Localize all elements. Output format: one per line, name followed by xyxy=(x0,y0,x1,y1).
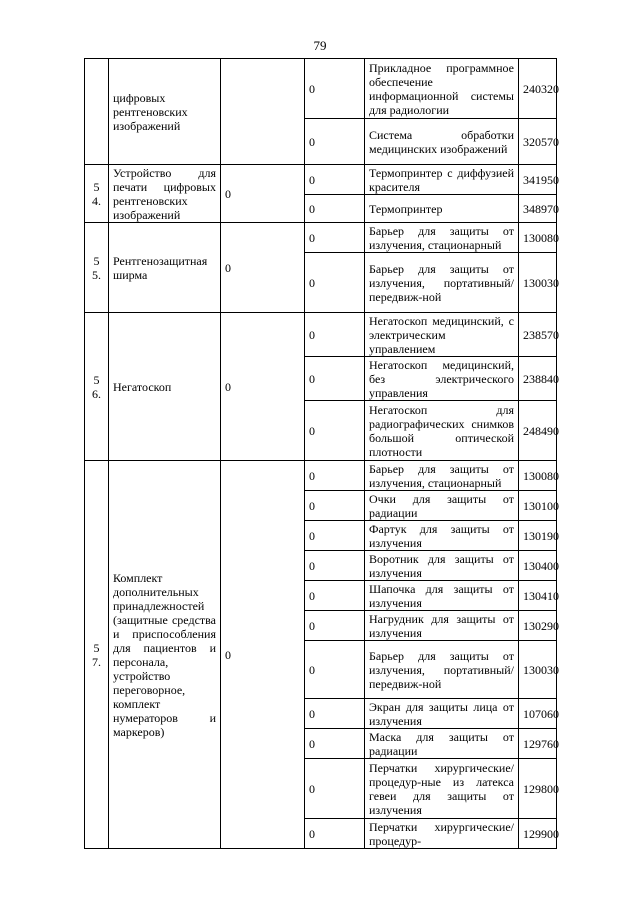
item-description: Барьер для защиты от излучения, портативный/передвиж-ной xyxy=(365,641,519,699)
row-number xyxy=(85,59,109,165)
item-quantity: 0 xyxy=(305,313,365,357)
equipment-name: Устройство для печати цифровых рентгеновских изображений xyxy=(109,165,221,223)
item-quantity: 0 xyxy=(305,819,365,849)
item-quantity: 0 xyxy=(305,699,365,729)
item-code: 129800 xyxy=(519,759,557,819)
item-description: Перчатки хирургические/процедур-ные из латекса гевеи для защиты от излучения xyxy=(365,759,519,819)
item-code: 238840 xyxy=(519,357,557,401)
item-code: 130030 xyxy=(519,253,557,313)
item-description: Очки для защиты от радиации xyxy=(365,491,519,521)
item-code: 130100 xyxy=(519,491,557,521)
table-row xyxy=(85,223,557,253)
item-code: 130080 xyxy=(519,223,557,253)
item-code: 348970 xyxy=(519,195,557,223)
quantity-cell: 0 xyxy=(221,461,305,849)
item-code: 130190 xyxy=(519,521,557,551)
table-row xyxy=(85,59,557,119)
equipment-name: Негатоскоп xyxy=(109,313,221,461)
item-quantity: 0 xyxy=(305,641,365,699)
item-description: Прикладное программное обеспечение информационной системы для радиологии xyxy=(365,59,519,119)
item-quantity: 0 xyxy=(305,581,365,611)
row-number: 5 7. xyxy=(85,461,109,849)
item-quantity: 0 xyxy=(305,401,365,461)
item-code: 130410 xyxy=(519,581,557,611)
quantity-cell: 0 xyxy=(221,313,305,461)
item-description: Негатоскоп медицинский, без электрического управления xyxy=(365,357,519,401)
item-quantity: 0 xyxy=(305,59,365,119)
item-code: 130030 xyxy=(519,641,557,699)
item-description: Нагрудник для защиты от излучения xyxy=(365,611,519,641)
item-quantity: 0 xyxy=(305,357,365,401)
item-quantity: 0 xyxy=(305,461,365,491)
item-quantity: 0 xyxy=(305,491,365,521)
item-description: Экран для защиты лица от излучения xyxy=(365,699,519,729)
item-description: Маска для защиты от радиации xyxy=(365,729,519,759)
item-quantity: 0 xyxy=(305,165,365,195)
item-quantity: 0 xyxy=(305,759,365,819)
item-quantity: 0 xyxy=(305,253,365,313)
item-description: Перчатки хирургические/процедур- xyxy=(365,819,519,849)
item-description: Барьер для защиты от излучения, стационарный xyxy=(365,461,519,491)
item-code: 130080 xyxy=(519,461,557,491)
quantity-cell: 0 xyxy=(221,165,305,223)
item-quantity: 0 xyxy=(305,521,365,551)
item-quantity: 0 xyxy=(305,223,365,253)
table-row xyxy=(85,165,557,195)
item-code: 130400 xyxy=(519,551,557,581)
item-description: Барьер для защиты от излучения, стационарный xyxy=(365,223,519,253)
row-number: 5 5. xyxy=(85,223,109,313)
item-code: 248490 xyxy=(519,401,557,461)
page-number: 79 xyxy=(313,38,327,53)
table-row xyxy=(85,313,557,357)
table-row xyxy=(85,461,557,491)
item-quantity: 0 xyxy=(305,729,365,759)
row-number: 5 4. xyxy=(85,165,109,223)
item-description: Негатоскоп для радиографических снимков большой оптической плотности xyxy=(365,401,519,461)
item-description: Фартук для защиты от излучения xyxy=(365,521,519,551)
item-description: Шапочка для защиты от излучения xyxy=(365,581,519,611)
item-description: Система обработки медицинских изображений xyxy=(365,119,519,165)
item-code: 240320 xyxy=(519,59,557,119)
item-code: 238570 xyxy=(519,313,557,357)
equipment-table xyxy=(84,58,557,849)
item-quantity: 0 xyxy=(305,119,365,165)
equipment-name: Комплект дополнительных принадлежностей (защитные средства и приспособления для пациентов и персонала, устройство переговорное, комплект нумераторов и маркеров) xyxy=(109,461,221,849)
item-code: 107060 xyxy=(519,699,557,729)
item-description: Воротник для защиты от излучения xyxy=(365,551,519,581)
item-description: Барьер для защиты от излучения, портативный/передвиж-ной xyxy=(365,253,519,313)
item-code: 341950 xyxy=(519,165,557,195)
row-number: 5 6. xyxy=(85,313,109,461)
equipment-name: Рентгенозащитная ширма xyxy=(109,223,221,313)
item-description: Негатоскоп медицинский, с электрическим управлением xyxy=(365,313,519,357)
item-quantity: 0 xyxy=(305,551,365,581)
item-quantity: 0 xyxy=(305,611,365,641)
item-code: 129900 xyxy=(519,819,557,849)
item-code: 320570 xyxy=(519,119,557,165)
item-description: Термопринтер xyxy=(365,195,519,223)
item-code: 129760 xyxy=(519,729,557,759)
quantity-cell xyxy=(221,59,305,165)
quantity-cell: 0 xyxy=(221,223,305,313)
equipment-name: цифровых рентгеновских изображений xyxy=(109,59,221,165)
item-description: Термопринтер с диффузией красителя xyxy=(365,165,519,195)
item-code: 130290 xyxy=(519,611,557,641)
item-quantity: 0 xyxy=(305,195,365,223)
